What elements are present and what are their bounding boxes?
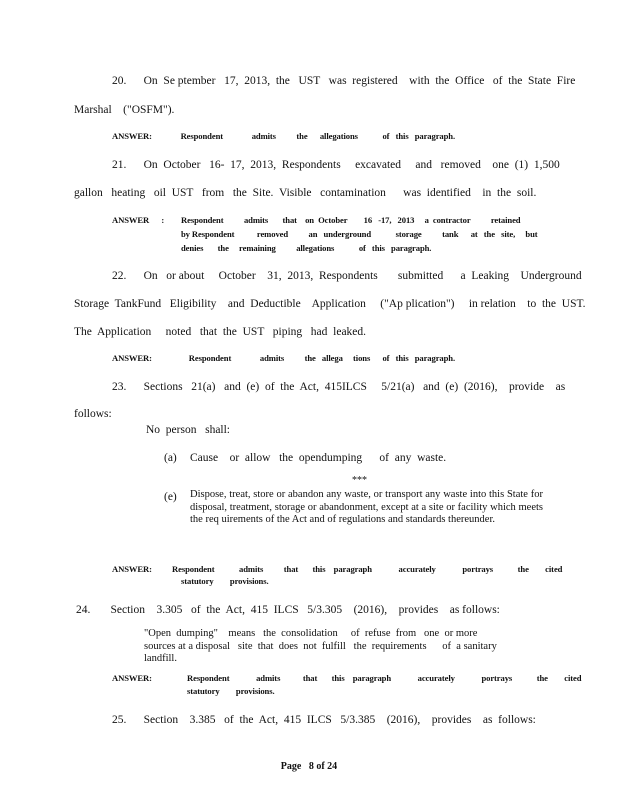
answer-21-line-2: by Respondent removed an underground storage tank at the site, but (181, 229, 538, 239)
statute-item-e-label: (e) (164, 491, 177, 503)
para-23-line-2: follows: (74, 408, 112, 420)
answer-23-line-1: Respondent admits that this paragraph accurately portrays the cited (172, 564, 563, 574)
statute-item-a-text: Cause or allow the opendumping of any waste. (190, 452, 447, 464)
statute-separator: *** (352, 475, 367, 486)
para-22-line-1: 22. On or about October 31, 2013, Respondents submitted a Leaking Underground (112, 270, 582, 282)
para-22-line-2: Storage TankFund Eligibility and Deductible Application ("Ap plication") in relation to the UST. (74, 298, 586, 310)
answer-24-line-1: Respondent admits that this paragraph accurately portrays the cited (187, 673, 582, 683)
para-21-line-1: 21. On October 16- 17, 2013, Respondents excavated and removed one (1) 1,500 (112, 159, 560, 171)
para-23-line-1: 23. Sections 21(a) and (e) of the Act, 415ILCS 5/21(a) and (e) (2016), provide as (112, 381, 566, 393)
para-24-line-1: 24. Section 3.305 of the Act, 415 ILCS 5/3.305 (2016), provides as follows: (76, 604, 500, 616)
answer-21-label: ANSWER : (112, 215, 165, 225)
answer-23-line-2: statutory provisions. (181, 576, 269, 586)
statute-intro: No person shall: (146, 424, 231, 436)
definition-open-dumping (144, 628, 514, 666)
para-20-line-2: Marshal ("OSFM"). (74, 104, 175, 116)
statute-item-e-body: Dispose, treat, store or abandon any waste, or transport any waste into this State for disposal, treatment, storage or abandonment, except at a site or facility which meets the req uirements of the Act and of regulations and standards thereunder. (190, 489, 543, 526)
para-21-line-2: gallon heating oil UST from the Site. Visible contamination was identified in the soil. (74, 187, 537, 199)
para-20-line-1: 20. On Se ptember 17, 2013, the UST was registered with the Office of the State Fire (112, 75, 576, 87)
definition-open-dumping-text: "Open dumping" means the consolidation of refuse from one or more sources at a disposal site that does not fulfill the requirements of a sanitary landfill. (144, 628, 508, 665)
answer-24-line-2: statutory provisions. (187, 686, 275, 696)
page-number: Page 8 of 24 (280, 761, 338, 772)
answer-21-line-1: Respondent admits that on October 16 -17, 2013 a contractor retained (181, 215, 521, 225)
answer-21-line-3: denies the remaining allegations of this paragraph. (181, 243, 432, 253)
statute-item-a-label: (a) (164, 452, 177, 464)
answer-24-label: ANSWER: (112, 673, 152, 683)
answer-22: ANSWER: Respondent admits the allega tions of this paragraph. (112, 353, 456, 363)
para-25-line-1: 25. Section 3.385 of the Act, 415 ILCS 5/3.385 (2016), provides as follows: (112, 714, 536, 726)
answer-20: ANSWER: Respondent admits the allegations of this paragraph. (112, 131, 456, 141)
statute-item-e-text (190, 489, 543, 527)
para-22-line-3: The Application noted that the UST piping had leaked. (74, 326, 367, 338)
answer-23-label: ANSWER: (112, 564, 152, 574)
